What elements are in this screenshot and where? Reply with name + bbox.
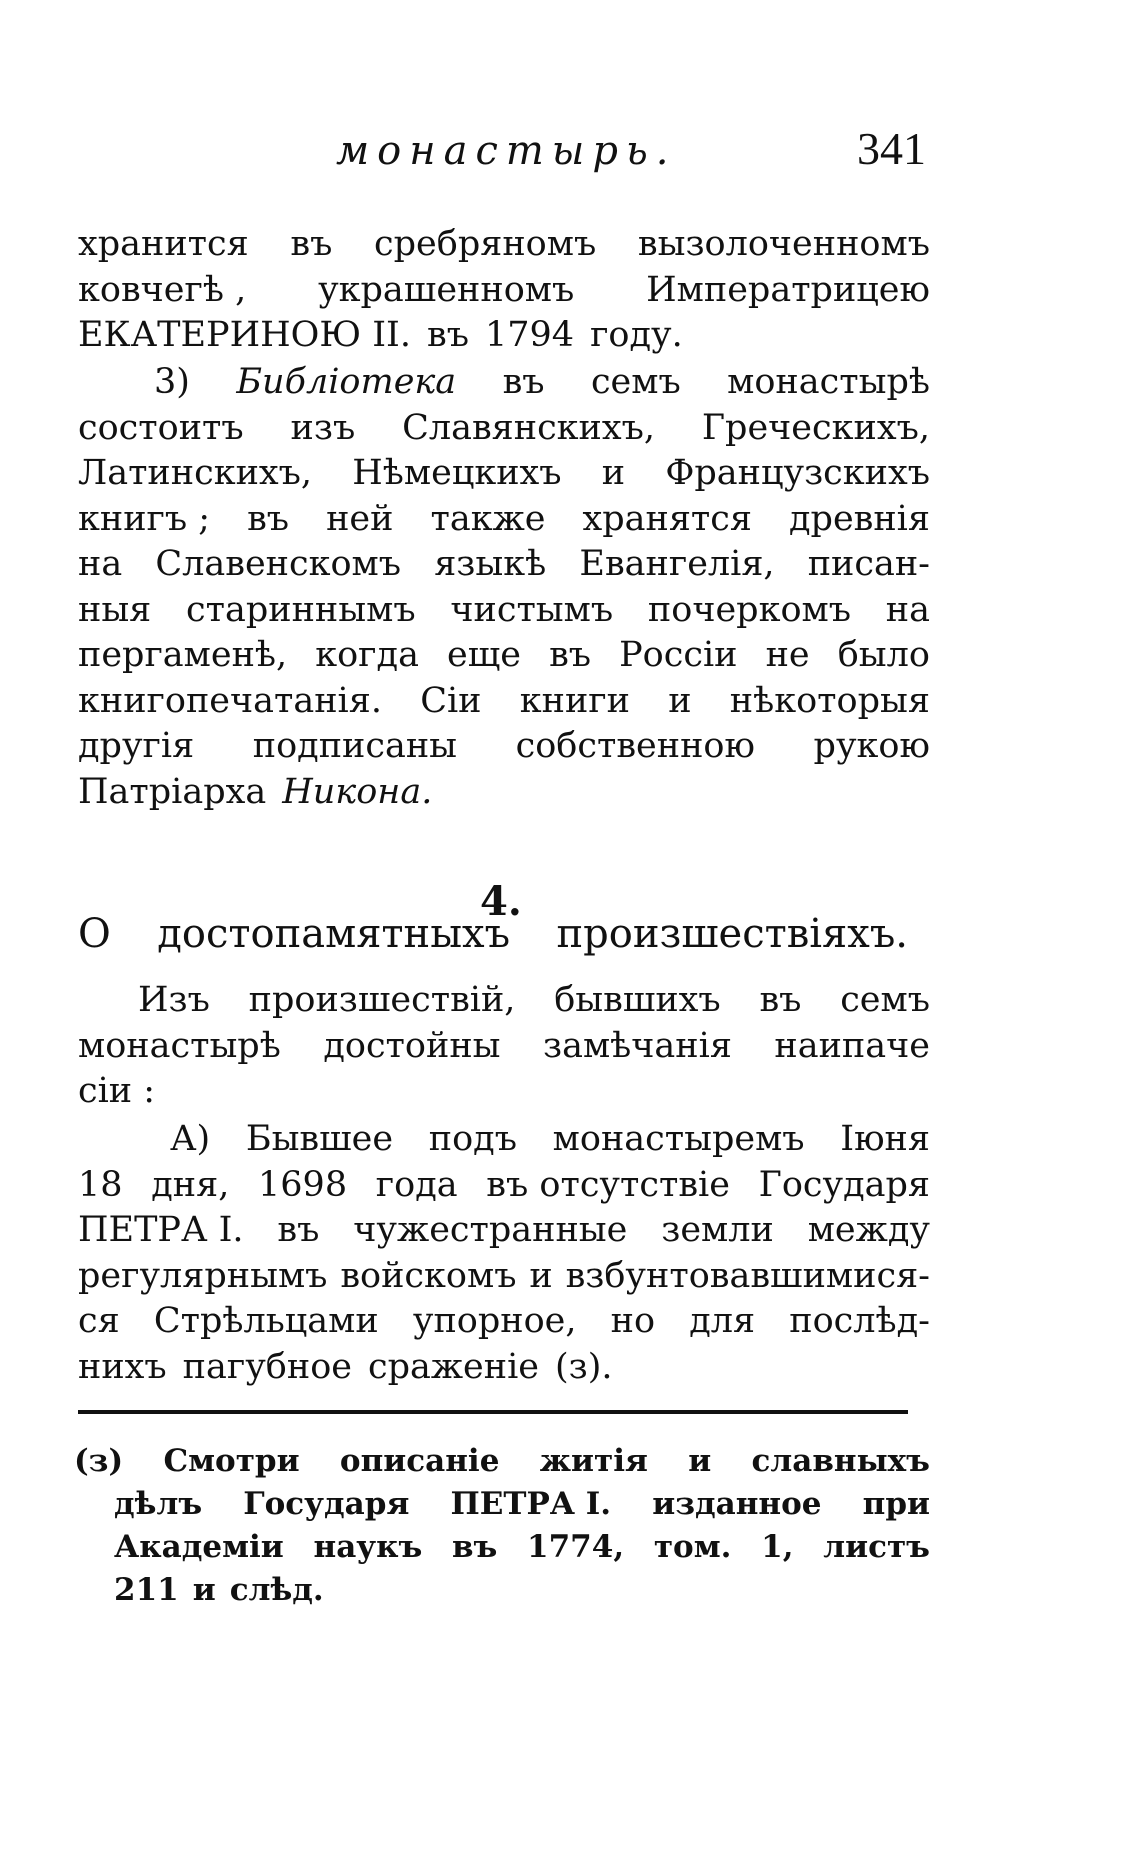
word: том. — [653, 1529, 732, 1565]
text-line — [78, 1299, 930, 1345]
word: земли — [661, 1210, 774, 1250]
word: для — [689, 1301, 756, 1341]
word: описаніе — [339, 1443, 500, 1479]
word: дня, — [151, 1164, 230, 1205]
word: языкѣ — [434, 544, 547, 584]
item-number: 3) — [154, 362, 190, 402]
word: бывшихъ — [554, 980, 721, 1020]
paragraph-events-intro — [78, 978, 930, 1115]
word: монастырѣ — [78, 1025, 281, 1066]
text-line — [78, 978, 930, 1024]
word: послѣд- — [789, 1301, 930, 1341]
word: въ — [502, 362, 545, 402]
word: Нѣмецкихъ — [352, 453, 562, 493]
text-line — [78, 633, 930, 679]
text-line — [78, 1208, 930, 1254]
text-line — [78, 268, 930, 314]
title-word: произшествіяхъ. — [556, 911, 908, 957]
word: славныхъ — [751, 1443, 930, 1479]
text-line — [78, 1254, 930, 1300]
word: Изъ — [138, 980, 210, 1020]
word: достойны — [323, 1025, 501, 1066]
word: А) — [170, 1119, 211, 1159]
footnote-line — [74, 1526, 930, 1569]
word: ПЕТРА I. — [78, 1210, 244, 1250]
word: регулярнымъ — [78, 1255, 328, 1296]
word: на — [78, 544, 123, 584]
word: и — [529, 1255, 553, 1296]
word: ся — [78, 1301, 120, 1341]
word: пагубное — [182, 1346, 352, 1387]
running-head: монастырь. — [336, 128, 677, 174]
word: Греческихъ, — [701, 407, 930, 448]
word: въ — [290, 224, 333, 264]
word: Стрѣльцами — [153, 1301, 379, 1341]
word: стариннымъ — [186, 589, 416, 630]
word: древнія — [788, 498, 930, 539]
word: сраженіе — [367, 1346, 540, 1387]
word: почеркомъ — [647, 589, 852, 630]
word: ПЕТРА I. — [450, 1486, 612, 1522]
word: произшествій, — [248, 980, 516, 1020]
word: Славенскомъ — [155, 544, 402, 584]
word: другія — [78, 726, 195, 766]
word: на — [885, 589, 930, 630]
word: Патріарха — [78, 771, 267, 812]
word: между — [807, 1210, 930, 1250]
word: замѣчанія — [543, 1025, 732, 1066]
title-word: О — [78, 911, 111, 957]
word: наукъ — [313, 1529, 423, 1565]
text-line — [78, 451, 930, 497]
text-line — [78, 1117, 930, 1163]
word: писан- — [807, 544, 930, 584]
page-header — [336, 123, 926, 188]
word: подписаны — [252, 726, 458, 766]
word: въ — [277, 1210, 320, 1250]
word: наипаче — [774, 1025, 930, 1066]
word: Сіи — [420, 680, 482, 721]
word: чистымъ — [450, 589, 614, 630]
word: году. — [590, 315, 683, 355]
word: ней — [326, 498, 394, 539]
text-line — [78, 1345, 930, 1391]
footnote-line — [74, 1569, 930, 1612]
word: не — [765, 635, 810, 675]
word: Академіи — [114, 1529, 284, 1565]
word: рукою — [813, 726, 930, 766]
italic-name: Никона. — [282, 771, 433, 812]
paragraph-battle — [78, 1117, 930, 1390]
word: сіи : — [78, 1071, 156, 1111]
word: листъ — [823, 1529, 930, 1565]
footnote — [74, 1440, 930, 1612]
word: Славянскихъ, — [402, 407, 656, 448]
text-line — [78, 542, 930, 588]
text-line — [78, 406, 930, 452]
word: нихъ — [78, 1346, 167, 1387]
word: книгопечатанія. — [78, 680, 382, 721]
paragraph-library — [78, 360, 930, 815]
word: Бывшее — [245, 1119, 394, 1159]
word: семъ — [590, 362, 681, 402]
word: въ отсутствіе — [486, 1164, 730, 1205]
footnote-marker: (з) — [74, 1443, 124, 1479]
word: еще — [447, 635, 521, 675]
footnote-rule — [78, 1410, 908, 1414]
word: и — [688, 1443, 712, 1479]
word: ЕКАТЕРИНОЮ II. — [78, 315, 411, 355]
word: Россіи — [619, 635, 738, 675]
word: и — [601, 453, 626, 493]
word: 1, — [761, 1529, 794, 1565]
word: житія — [539, 1443, 648, 1479]
word: хранится — [78, 224, 249, 264]
word: въ — [247, 498, 290, 539]
word: книги — [519, 680, 630, 721]
word: монастыремъ — [552, 1119, 805, 1159]
word: Государя — [758, 1164, 930, 1205]
word: и — [668, 680, 692, 721]
word: также — [430, 498, 546, 539]
word: 1794 — [484, 315, 575, 355]
word: 1774, — [527, 1529, 625, 1565]
word: подъ — [428, 1119, 517, 1159]
word: пергаменѣ, — [78, 635, 288, 675]
word: дѣлъ — [114, 1486, 203, 1522]
word: украшенномъ — [318, 269, 575, 310]
word: Латинскихъ, — [78, 453, 313, 493]
word: Смотри — [163, 1443, 300, 1479]
text-line — [78, 588, 930, 634]
word: когда — [315, 635, 419, 675]
word: но — [610, 1301, 656, 1341]
word: войскомъ — [340, 1255, 517, 1296]
word: сребряномъ — [374, 224, 597, 264]
word: 211 — [114, 1572, 179, 1608]
word: было — [837, 635, 930, 675]
page-number: 341 — [857, 123, 926, 174]
word: Государя — [243, 1486, 410, 1522]
text-line — [78, 497, 930, 543]
text-line — [78, 770, 930, 816]
word: при — [862, 1486, 930, 1522]
section-title — [78, 908, 908, 960]
footnote-line — [74, 1440, 930, 1483]
word: изданное — [652, 1486, 822, 1522]
word: вызолоченномъ — [637, 224, 930, 264]
word: состоитъ — [78, 407, 244, 448]
text-line — [78, 222, 930, 268]
word: ковчегѣ , — [78, 269, 247, 310]
word: 18 — [78, 1164, 123, 1205]
word: ныя — [78, 589, 152, 630]
word: нѣкоторыя — [729, 680, 930, 721]
footnote-line — [74, 1483, 930, 1526]
italic-word: Библіотека — [236, 362, 457, 402]
word: Французскихъ — [665, 453, 930, 493]
text-line — [78, 360, 930, 406]
word: 1698 — [258, 1164, 348, 1205]
paragraph-reliquary — [78, 222, 930, 359]
word: Евангелія, — [579, 544, 775, 584]
word: упорное, — [412, 1301, 577, 1341]
word: слѣд. — [229, 1572, 324, 1608]
word: книгъ ; — [78, 498, 211, 539]
word: чужестранные — [353, 1210, 628, 1250]
word: и — [192, 1572, 216, 1608]
word: Императрицею — [646, 269, 930, 310]
text-line — [78, 313, 930, 359]
word: монастырѣ — [727, 362, 930, 402]
word: въ — [452, 1529, 498, 1565]
word: въ — [427, 315, 469, 355]
word: въ — [549, 635, 592, 675]
footnote-ref: (з). — [555, 1346, 613, 1387]
word: хранятся — [582, 498, 752, 539]
text-line — [78, 1024, 930, 1070]
text-line — [78, 1069, 930, 1115]
word: взбунтовавшимися- — [565, 1255, 930, 1296]
word: семъ — [840, 980, 930, 1020]
word: въ — [759, 980, 802, 1020]
text-line — [78, 724, 930, 770]
word: изъ — [290, 407, 356, 448]
title-word: достопамятныхъ — [157, 911, 511, 957]
word: Іюня — [840, 1119, 930, 1159]
word: собственною — [515, 726, 755, 766]
text-line — [78, 1163, 930, 1209]
text-line — [78, 679, 930, 725]
word: года — [375, 1164, 458, 1205]
section-number: 4. — [480, 878, 522, 925]
